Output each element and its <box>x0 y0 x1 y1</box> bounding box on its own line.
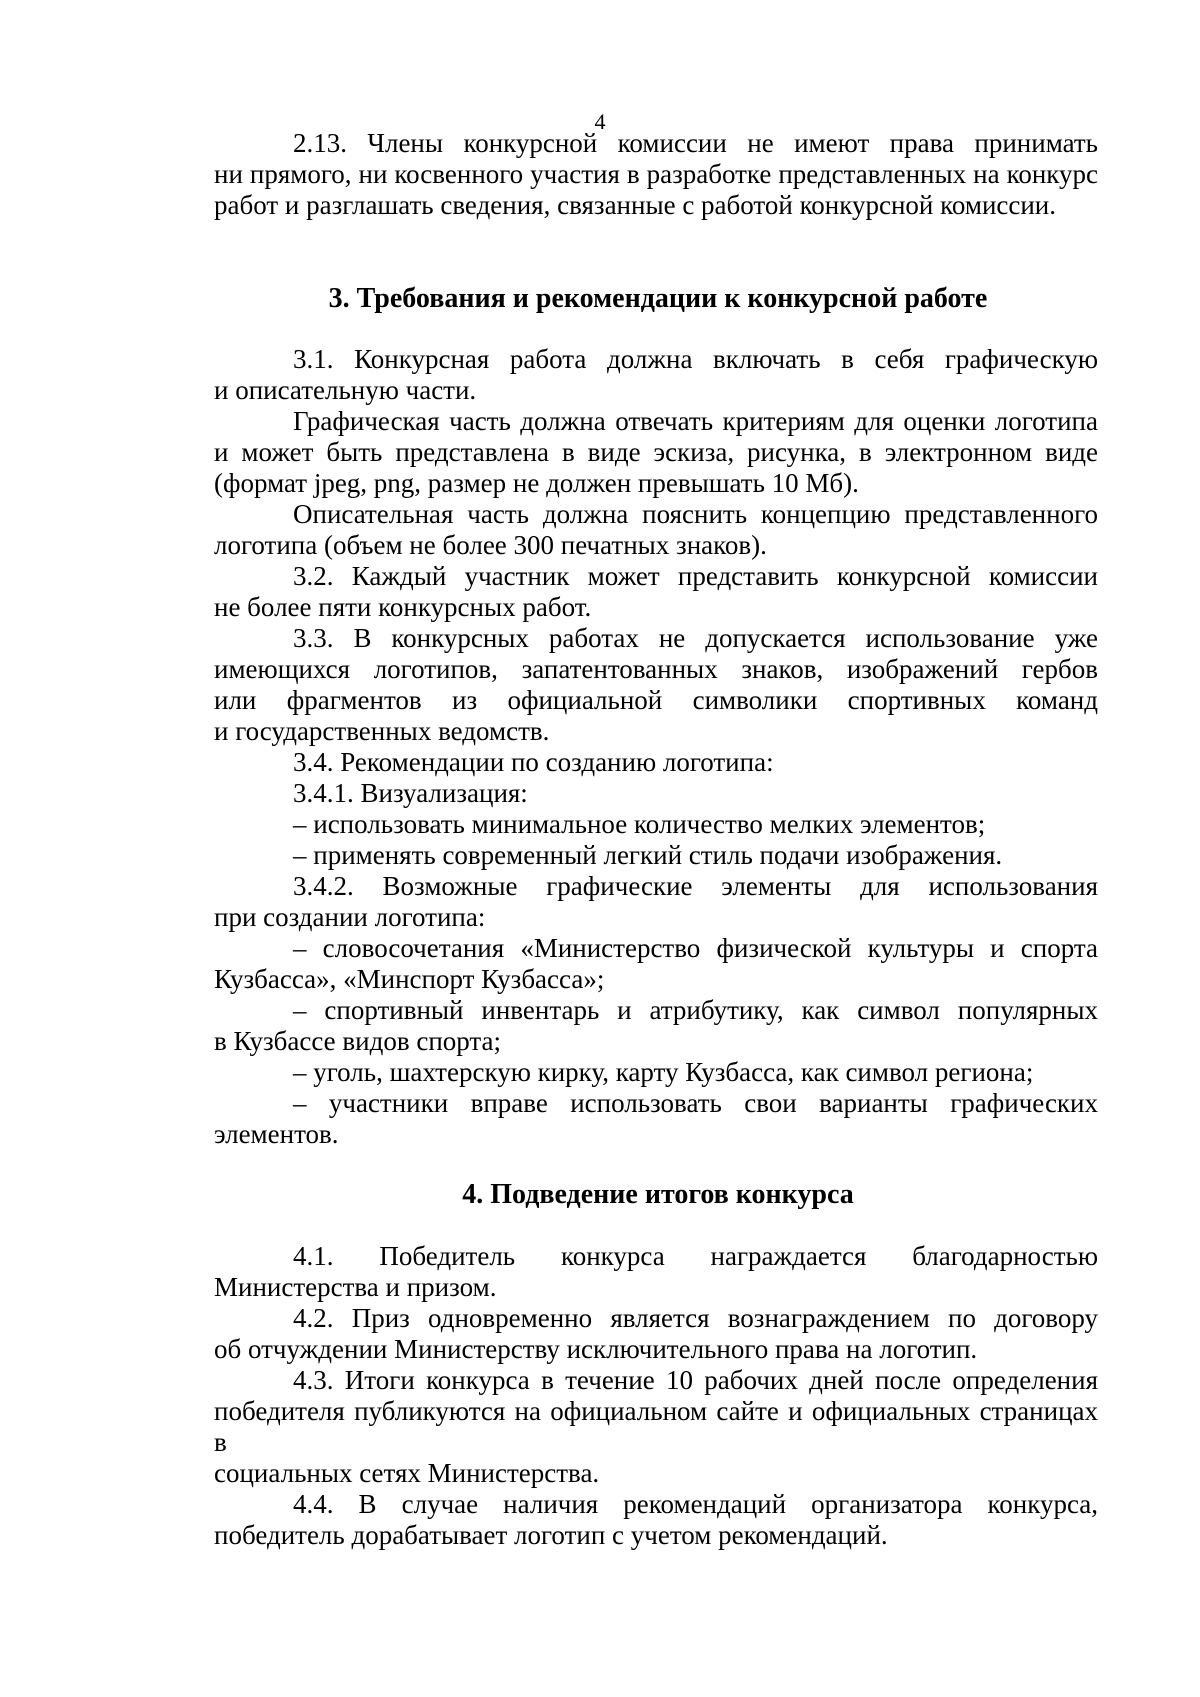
paragraph-3-2-line-1: 3.2. Каждый участник может представить конкурсной комиссии <box>293 561 1098 591</box>
document-body <box>214 128 1098 1551</box>
paragraph-2-13-line-3: работ и разглашать сведения, связанные с работой конкурсной комиссии. <box>214 190 1057 220</box>
paragraph-4-2-line-2: об отчуждении Министерству исключительного права на логотип. <box>214 1334 978 1364</box>
paragraph-3-4-2-line-1: 3.4.2. Возможные графические элементы для использования <box>293 871 1098 901</box>
paragraph-3-4-1: 3.4.1. Визуализация: <box>293 778 528 808</box>
section-3-heading: 3. Требования и рекомендации к конкурсной работе <box>328 283 988 314</box>
paragraph-descriptive-line-1: Описательная часть должна пояснить концепцию представленного <box>293 499 1098 529</box>
list-item-bullet-4-line-1: – спортивный инвентарь и атрибутику, как символ популярных <box>293 995 1098 1025</box>
paragraph-2-13-line-2: ни прямого, ни косвенного участия в разработке представленных на конкурс <box>214 159 1098 189</box>
paragraph-graphic-line-2: и может быть представлена в виде эскиза, рисунка, в электронном виде <box>214 437 1098 467</box>
list-item-bullet-6-line-1: – участники вправе использовать свои варианты графических <box>293 1088 1098 1118</box>
paragraph-descriptive-line-2: логотипа (объем не более 300 печатных знаков). <box>214 530 767 560</box>
paragraph-3-4-2-line-2: при создании логотипа: <box>214 902 486 932</box>
paragraph-graphic-line-1: Графическая часть должна отвечать критериям для оценки логотипа <box>293 406 1098 436</box>
paragraph-3-2-line-2: не более пяти конкурсных работ. <box>214 592 592 622</box>
paragraph-3-3-line-4: и государственных ведомств. <box>214 716 550 746</box>
paragraph-4-3-line-1: 4.3. Итоги конкурса в течение 10 рабочих дней после определения <box>293 1365 1098 1395</box>
paragraph-4-1-line-2: Министерства и призом. <box>214 1272 497 1302</box>
paragraph-4-3-line-2: победителя публикуются на официальном сайте и официальных страницах в <box>214 1396 1098 1457</box>
page-number: 4 <box>594 109 606 134</box>
paragraph-4-4-line-2: победитель дорабатывает логотип с учетом рекомендаций. <box>214 1520 888 1550</box>
list-item-bullet-2: – применять современный легкий стиль подачи изображения. <box>293 840 1003 870</box>
section-4-heading: 4. Подведение итогов конкурса <box>462 1179 854 1210</box>
list-item-bullet-5: – уголь, шахтерскую кирку, карту Кузбасса, как символ региона; <box>293 1057 1034 1087</box>
paragraph-4-1-line-1: 4.1. Победитель конкурса награждается благодарностью <box>293 1241 1098 1271</box>
paragraph-3-3-line-1: 3.3. В конкурсных работах не допускается использование уже <box>293 623 1098 653</box>
paragraph-4-2-line-1: 4.2. Приз одновременно является вознаграждением по договору <box>293 1303 1098 1333</box>
paragraph-3-1-line-1: 3.1. Конкурсная работа должна включать в себя графическую <box>293 344 1098 374</box>
list-item-bullet-1: – использовать минимальное количество мелких элементов; <box>293 809 986 839</box>
list-item-bullet-4-line-2: в Кузбассе видов спорта; <box>214 1026 502 1056</box>
list-item-bullet-3-line-1: – словосочетания «Министерство физической культуры и спорта <box>293 933 1098 963</box>
paragraph-3-3-line-2: имеющихся логотипов, запатентованных знаков, изображений гербов <box>214 654 1098 684</box>
list-item-bullet-3-line-2: Кузбасса», «Минспорт Кузбасса»; <box>214 964 605 994</box>
paragraph-4-3-line-3: социальных сетях Министерства. <box>214 1458 600 1488</box>
paragraph-3-4: 3.4. Рекомендации по созданию логотипа: <box>293 747 774 777</box>
paragraph-2-13-line-1: 2.13. Члены конкурсной комиссии не имеют права принимать <box>293 128 1098 158</box>
paragraph-graphic-line-3: (формат jpeg, png, размер не должен превышать 10 Мб). <box>214 468 859 498</box>
paragraph-4-4-line-1: 4.4. В случае наличия рекомендаций организатора конкурса, <box>293 1489 1098 1519</box>
list-item-bullet-6-line-2: элементов. <box>214 1119 339 1149</box>
paragraph-3-3-line-3: или фрагментов из официальной символики спортивных команд <box>214 685 1098 715</box>
paragraph-3-1-line-2: и описательную части. <box>214 375 477 405</box>
